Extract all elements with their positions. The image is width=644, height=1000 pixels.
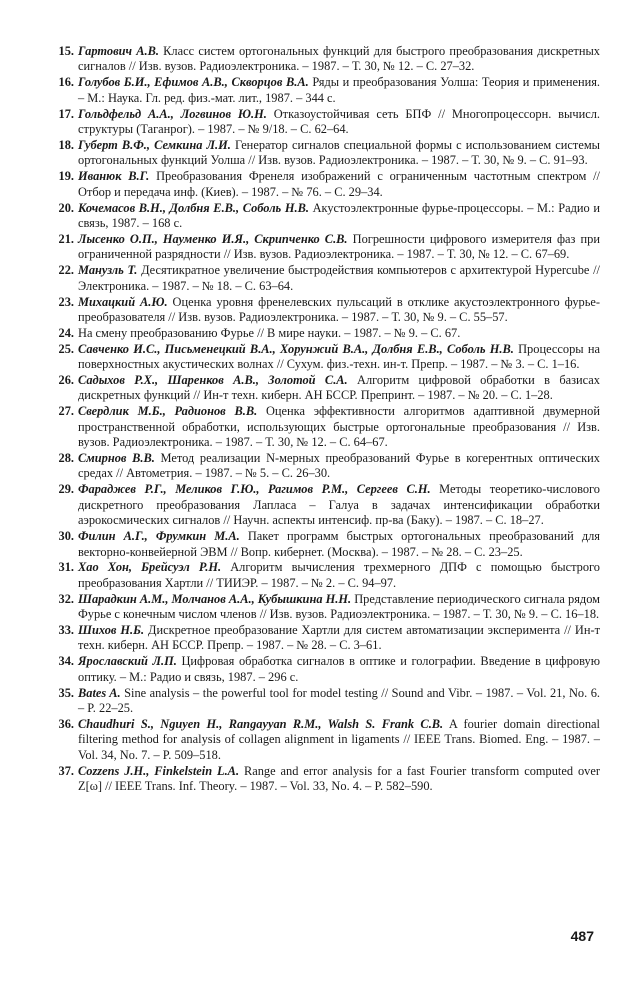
reference-list xyxy=(52,44,600,795)
reference-entry xyxy=(52,138,600,169)
reference-text: Range and error analysis for a fast Fourier transform computed over Z[ω] // IEEE Trans. Inf. Theory. – 1987. – Vol. 33, No. 4. – P. 582–590. xyxy=(78,763,600,794)
reference-authors: Губерт В.Ф., Семкина Л.И. xyxy=(78,137,231,152)
reference-authors: Голубов Б.И., Ефимов А.В., Скворцов В.А. xyxy=(78,75,309,90)
page-number: 487 xyxy=(570,928,594,944)
reference-number: 25. xyxy=(58,341,74,356)
reference-entry xyxy=(52,263,600,294)
reference-entry xyxy=(52,686,600,717)
reference-number: 15. xyxy=(58,44,74,58)
reference-text: Sine analysis – the powerful tool for model testing // Sound and Vibr. – 1987. – Vol. 21, No. 6. – P. 22–25. xyxy=(78,685,600,716)
reference-entry xyxy=(52,560,600,591)
reference-text: Акустоэлектронные фурье-процессоры. – М.: Радио и связь, 1987. – 168 с. xyxy=(78,200,600,230)
reference-authors: Ярославский Л.П. xyxy=(78,654,177,669)
reference-number: 24. xyxy=(58,325,74,340)
reference-entry xyxy=(52,482,600,528)
reference-number: 29. xyxy=(58,482,74,497)
reference-authors: Лысенко О.П., Науменко И.Я., Скрипченко С.В. xyxy=(78,231,348,246)
reference-authors: Манузль Т. xyxy=(78,263,138,278)
reference-authors: Кочемасов В.Н., Долбня Е.В., Соболь Н.В. xyxy=(78,200,309,215)
reference-number: 26. xyxy=(58,373,74,388)
reference-entry xyxy=(52,654,600,685)
reference-authors: Шихов Н.Б. xyxy=(78,623,145,638)
reference-text: Метод реализации N-мерных преобразований Фурье в когерентных оптических средах // Автометрия. – 1987. – № 5. – С. 26–30. xyxy=(78,451,600,481)
reference-number: 33. xyxy=(58,623,74,638)
reference-text: Пакет программ быстрых ортогональных преобразований для векторно-конвейерной ЭВМ // Вопр. кибернет. (Москва). – 1987. – № 28. – С. 23–25. xyxy=(78,529,600,559)
reference-authors: Михацкий А.Ю. xyxy=(78,294,168,309)
reference-authors: Смирнов В.В. xyxy=(78,451,155,466)
reference-entry xyxy=(52,201,600,232)
reference-authors: Филин А.Г., Фрумкин М.А. xyxy=(78,529,240,544)
reference-text: Представление периодического сигнала рядом Фурье с конечным числом членов // Изв. вузов. Радиоэлектроника. – 1987. – Т. 30, № 9. – С. 16–18. xyxy=(78,591,601,622)
reference-number: 23. xyxy=(58,294,74,309)
reference-authors: Bates A. xyxy=(78,685,121,700)
reference-authors: Гольдфельд А.А., Логвинов Ю.Н. xyxy=(78,106,267,121)
reference-number: 30. xyxy=(58,529,74,544)
reference-entry xyxy=(52,295,600,326)
reference-text: Преобразования Френеля изображений с ограниченным частотным спектром // Отбор и передача инф. (Киев). – 1987. – № 76. – С. 29–34. xyxy=(78,169,600,199)
reference-number: 17. xyxy=(58,106,74,121)
reference-text: Процессоры на поверхностных акустических волнах // Сухум. физ.-техн. ин-т. Препр. – 1987. – № 3. – С. 1–16. xyxy=(78,341,600,372)
reference-text: Оценка эффективности алгоритмов адаптивной двумерной пространственной обработки, использующих быстрые ортогональные преобразования // Изв. вузов. Радиоэлектроника. – 1987. – Т. 30, № 12. – С. 64–67. xyxy=(78,404,600,450)
reference-entry xyxy=(52,451,600,482)
reference-entry xyxy=(52,373,600,404)
reference-text: Генератор сигналов специальной формы с использованием системы ортогональных функций Уолша // Изв. вузов. Радиоэлектроника. – 1987. – Т. 30, № 9. – С. 91–93. xyxy=(78,137,601,168)
reference-entry xyxy=(52,169,600,200)
reference-number: 32. xyxy=(58,591,74,606)
reference-number: 36. xyxy=(58,716,74,731)
reference-number: 27. xyxy=(58,404,74,419)
reference-text: Класс систем ортогональных функций для быстрого преобразования дискретных сигналов // Изв. вузов. Радиоэлектроника. – 1987. – Т. 30, № 12. – С. 27–32. xyxy=(78,44,600,74)
reference-text: Методы теоретико-числового дискретного преобразования Лапласа – Галуа в задачах интенсификации обработки аэрокосмических сигналов // Научн. аспекты интенсиф. пр-ва (Баку). – 1987. – С. 18–27. xyxy=(78,482,600,528)
reference-text: Дискретное преобразование Хартли для систем автоматизации эксперимента // Ин-т техн. киберн. АН БССР. Препр. – 1987. – № 28. – С. 3–61. xyxy=(78,623,600,653)
reference-text: Десятикратное увеличение быстродействия компьютеров с архитектурой Hypercube // Электроника. – 1987. – № 18. – С. 63–64. xyxy=(78,263,600,293)
reference-authors: Гартович А.В. xyxy=(78,44,159,58)
reference-number: 37. xyxy=(58,763,74,778)
reference-text: Алгоритм цифровой обработки в базисах дискретных функций // Ин-т техн. киберн. АН БССР. Препринт. – 1987. – № 20. – С. 1–28. xyxy=(78,373,600,403)
reference-entry xyxy=(52,404,600,450)
reference-text: Погрешности цифрового измерителя фаз при ограниченной разрядности // Изв. вузов. Радиоэлектроника. – 1987. – Т. 30, № 12. – С. 67–69. xyxy=(78,231,600,262)
reference-entry xyxy=(52,623,600,654)
reference-number: 20. xyxy=(58,200,74,215)
reference-entry xyxy=(52,717,600,763)
reference-authors: Савченко И.С., Письменецкий В.А., Хорунжий В.А., Долбня Е.В., Соболь Н.В. xyxy=(78,341,514,356)
reference-text: Ряды и преобразования Уолша: Теория и применения. – М.: Наука. Гл. ред. физ.-мат. лит., 1987. – 344 с. xyxy=(78,75,601,105)
reference-authors: Cozzens J.H., Finkelstein L.A. xyxy=(78,763,240,778)
reference-authors: Фараджев Р.Г., Меликов Г.Ю., Рагимов Р.М., Сергеев С.Н. xyxy=(78,482,431,497)
reference-text: Алгоритм вычисления трехмерного ДПФ с помощью быстрого преобразования Хартли // ТИИЭР. – 1987. – № 2. – С. 94–97. xyxy=(78,560,600,590)
reference-number: 22. xyxy=(58,263,74,278)
reference-entry xyxy=(52,764,600,795)
reference-number: 21. xyxy=(58,231,74,246)
reference-entry xyxy=(52,342,600,373)
reference-authors: Свердлик М.Б., Радионов В.В. xyxy=(78,404,258,419)
reference-entry xyxy=(52,44,600,75)
reference-number: 31. xyxy=(58,560,74,575)
reference-number: 35. xyxy=(58,685,74,700)
reference-authors: Садыхов Р.Х., Шаренков А.В., Золотой С.А. xyxy=(78,373,348,388)
reference-entry xyxy=(52,232,600,263)
reference-entry xyxy=(52,75,600,106)
reference-entry xyxy=(52,592,600,623)
reference-text: На смену преобразованию Фурье // В мире науки. – 1987. – № 9. – С. 67. xyxy=(78,325,461,340)
reference-entry xyxy=(52,326,600,341)
reference-text: Отказоустойчивая сеть БПФ // Многопроцессорн. вычисл. структуры (Таганрог). – 1987. – № 9/18. – С. 62–64. xyxy=(78,106,601,137)
reference-authors: Хао Хон, Брейсуэл Р.Н. xyxy=(78,560,222,575)
reference-text: Оценка уровня френелевских пульсаций в отклике акустоэлектронного фурье-преобразователя // Изв. вузов. Радиоэлектроника. – 1987. – Т. 30, № 9. – С. 55–57. xyxy=(78,294,600,324)
reference-number: 19. xyxy=(58,169,74,184)
reference-authors: Chaudhuri S., Nguyen H., Rangayyan R.M., Walsh S. Frank C.B. xyxy=(78,716,444,731)
reference-number: 16. xyxy=(58,75,74,90)
reference-authors: Иванюк В.Г. xyxy=(78,169,150,184)
reference-number: 28. xyxy=(58,451,74,466)
reference-entry xyxy=(52,529,600,560)
reference-authors: Шарадкин А.М., Молчанов А.А., Кубышкина Н.Н. xyxy=(78,591,352,606)
reference-number: 34. xyxy=(58,654,74,669)
reference-text: Цифровая обработка сигналов в оптике и голографии. Введение в цифровую оптику. – М.: Радио и связь, 1987. – 296 с. xyxy=(78,654,600,684)
reference-text: A fourier domain directional filtering method for analysis of collagen alignment in ligaments // IEEE Trans. Biomed. Eng. – 1987. – Vol. 34, No. 7. – P. 509–518. xyxy=(78,716,600,762)
reference-number: 18. xyxy=(58,137,74,152)
reference-entry xyxy=(52,107,600,138)
